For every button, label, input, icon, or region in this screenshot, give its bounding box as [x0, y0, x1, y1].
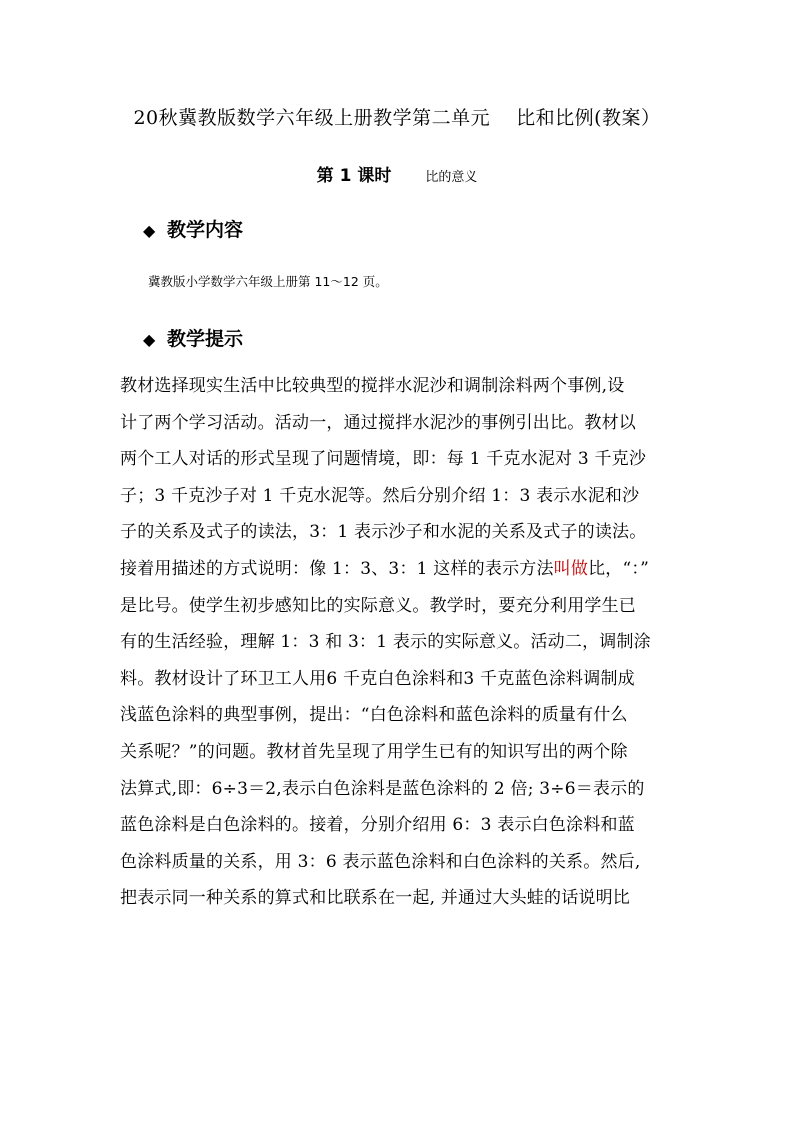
paragraph-line: 计了两个学习活动。活动一，通过搅拌水泥沙的事例引出比。教材以: [120, 412, 636, 433]
paragraph-line: 关系呢？”的问题。教材首先呈现了用学生已有的知识写出的两个除: [120, 741, 628, 762]
section-heading-tips: [143, 324, 243, 351]
teaching-tips-body: [120, 368, 680, 917]
section-heading-content: [143, 215, 243, 242]
teaching-content-text: 冀教版小学数学六年级上册第 11～12 页。: [148, 274, 388, 289]
title-main: 20秋冀教版数学六年级上册教学第二单元: [133, 107, 491, 129]
line-text-after: 比，“：”: [588, 558, 649, 579]
paragraph-line: 料。教材设计了环卫工人用6 千克白色涂料和3 千克蓝色涂料调制成: [120, 668, 635, 689]
paragraph-line: 浅蓝色涂料的典型事例，提出：“白色涂料和蓝色涂料的质量有什么: [120, 705, 628, 726]
paragraph-line: 子；3 千克沙子对 1 千克水泥等。然后分别介绍 1：3 表示水泥和沙: [120, 485, 640, 506]
paragraph-line: 教材选择现实生活中比较典型的搅拌水泥沙和调制涂料两个事例,设: [120, 376, 625, 396]
paragraph-line: 是比号。使学生初步感知比的实际意义。教学时，要充分利用学生已: [120, 595, 636, 616]
highlighted-term: 叫做: [553, 558, 589, 579]
title-sub: 比和比例(教案）: [516, 107, 661, 129]
paragraph-line: 两个工人对话的形式呈现了问题情境，即：每 1 千克水泥对 3 千克沙: [120, 449, 647, 470]
paragraph-line: 子的关系及式子的读法，3：1 表示沙子和水泥的关系及式子的读法。: [120, 522, 647, 543]
paragraph-line: 把表示同一种关系的算式和比联系在一起, 并通过大头蛙的话说明比: [120, 888, 631, 909]
paragraph-line: 蓝色涂料是白色涂料的。接着，分别介绍用 6：3 表示白色涂料和蓝: [120, 815, 635, 836]
diamond-bullet-icon: ◆: [143, 221, 156, 240]
lesson-heading: [0, 161, 794, 186]
section-heading-label: 教学内容: [167, 219, 244, 241]
section-heading-label: 教学提示: [167, 328, 244, 350]
line-text-before: 接着用描述的方式说明：像 1：3、3：1 这样的表示方法: [120, 558, 554, 579]
lesson-topic: 比的意义: [425, 170, 478, 185]
paragraph-line: [120, 551, 680, 588]
lesson-label: 第 1 课时: [316, 166, 392, 186]
diamond-bullet-icon: ◆: [143, 330, 156, 349]
paragraph-line: 法算式,即：6÷3＝2,表示白色涂料是蓝色涂料的 2 倍; 3÷6＝表示的: [120, 778, 645, 799]
document-title: [0, 103, 794, 130]
paragraph-line: 色涂料质量的关系，用 3：6 表示蓝色涂料和白色涂料的关系。然后,: [120, 851, 641, 872]
paragraph-line: 有的生活经验，理解 1：3 和 3：1 表示的实际意义。活动二，调制涂: [120, 632, 651, 653]
